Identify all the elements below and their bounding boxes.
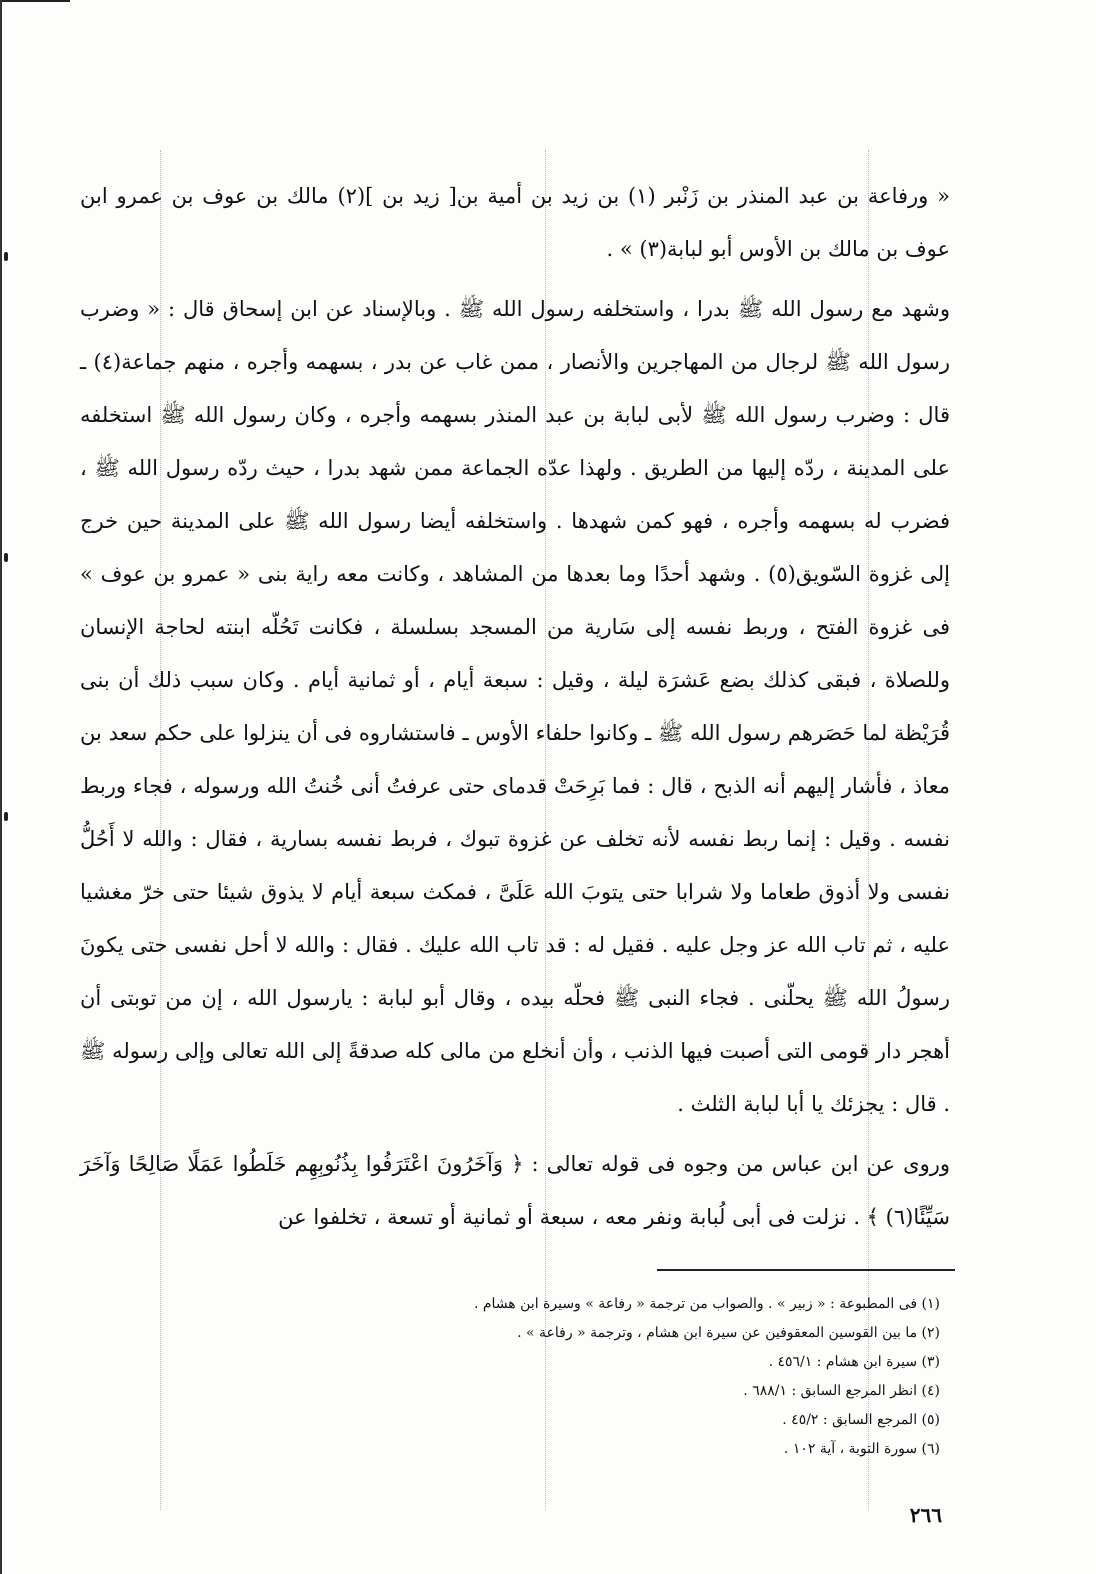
paragraph-revelation: وروى عن ابن عباس من وجوه فى قوله تعالى : ﴿ وَآخَرُونَ اعْتَرَفُوا بِذُنُوبِهِم خَلَطُوا عَمَلًا صَالِحًا وَآخَرَ سَيِّئًا(٦) ﴾ . نزلت فى أبى لُبابة ونفر معه ، سبعة أو ثمانية أو تسعة ، تخلفوا عن bbox=[80, 1152, 950, 1229]
footnote-separator bbox=[657, 1269, 955, 1271]
footnote-4: (٤) انظر المرجع السابق : ٦٨٨/١ . bbox=[743, 1383, 940, 1399]
page-number: ٢٦٦ bbox=[909, 1503, 942, 1527]
scan-edge-left bbox=[0, 0, 2, 1574]
footnote-3: (٣) سيرة ابن هشام : ٤٥٦/١ . bbox=[768, 1354, 940, 1370]
footnotes bbox=[300, 1290, 940, 1464]
footnote-2: (٢) ما بين القوسين المعقوفين عن سيرة ابن هشام ، وترجمة « رفاعة » . bbox=[517, 1325, 940, 1341]
scan-edge-top bbox=[0, 0, 70, 2]
scan-mark bbox=[4, 252, 8, 261]
scan-mark bbox=[4, 553, 8, 562]
footnote-6: (٦) سورة التوبة ، آية ١٠٢ . bbox=[783, 1441, 940, 1457]
footnote-1: (١) فى المطبوعة : « زبير » . والصواب من ترجمة « رفاعة » وسيرة ابن هشام . bbox=[473, 1296, 940, 1312]
paragraph-biography: وشهد مع رسول الله ﷺ بدرا ، واستخلفه رسول الله ﷺ . وبالإسناد عن ابن إسحاق قال : « وضرب رسول الله ﷺ لرجال من المهاجرين والأنصار ، ممن غاب عن بدر ، بسهمه وأجره ، منهم جماعة(٤) ـ قال : وضرب رسول الله ﷺ لأبى لبابة بن عبد المنذر بسهمه وأجره ، وكان رسول الله ﷺ استخلفه على المدينة ، ردّه إليها من الطريق . ولهذا عدّه الجماعة ممن شهد بدرا ، حيث ردّه رسول الله ﷺ ، فضرب له بسهمه وأجره ، فهو كمن شهدها . واستخلفه أيضا رسول الله ﷺ على المدينة حين خرج إلى غزوة السّويق(٥) . وشهد أحدًا وما بعدها من المشاهد ، وكانت معه راية بنى « عمرو بن عوف » فى غزوة الفتح ، وربط نفسه إلى سَارية من المسجد بسلسلة ، فكانت تَحُلّه ابنته لحاجة الإنسان وللصلاة ، فبقى كذلك بضع عَشرَة ليلة ، وقيل : سبعة أيام ، أو ثمانية أيام . وكان سبب ذلك أن بنى قُرَيْظة لما حَصَرهم رسول الله ﷺ ـ وكانوا حلفاء الأوس ـ فاستشاروه فى أن ينزلوا على حكم سعد بن معاذ ، فأشار إليهم أنه الذبح ، قال : فما بَرِحَتْ قدماى حتى عرفتُ أنى خُنتُ الله ورسوله ، فجاء وربط نفسه . وقيل : إنما ربط نفسه لأنه تخلف عن غزوة تبوك ، فربط نفسه بسارية ، فقال : والله لا أَحُلُّ نفسى ولا أذوق طعاما ولا شرابا حتى يتوبَ الله عَلَىَّ ، فمكث سبعة أيام لا يذوق شيئا حتى خرّ مغشيا عليه ، ثم تاب الله عز وجل عليه . فقيل له : قد تاب الله عليك . فقال : والله لا أحل نفسى حتى يكونَ رسولُ الله ﷺ يحلّنى . فجاء النبى ﷺ فحلّه بيده ، وقال أبو لبابة : يارسول الله ، إن من توبتى أن أهجر دار قومى التى أصبت فيها الذنب ، وأن أنخلع من مالى كله صدقةً إلى الله تعالى وإلى رسوله ﷺ . قال : يجزئك يا أبا لبابة الثلث . bbox=[80, 297, 951, 1116]
scan-mark bbox=[4, 812, 8, 821]
main-text bbox=[80, 170, 950, 1244]
paragraph-intro: « ورفاعة بن عبد المنذر بن زَنْبر (١) بن زيد بن أمية بن[ زيد بن ](٢) مالك بن عوف بن عمرو ابن عوف بن مالك بن الأوس أبو لبابة(٣) » . bbox=[80, 184, 950, 261]
footnote-5: (٥) المرجع السابق : ٤٥/٢ . bbox=[782, 1412, 940, 1428]
